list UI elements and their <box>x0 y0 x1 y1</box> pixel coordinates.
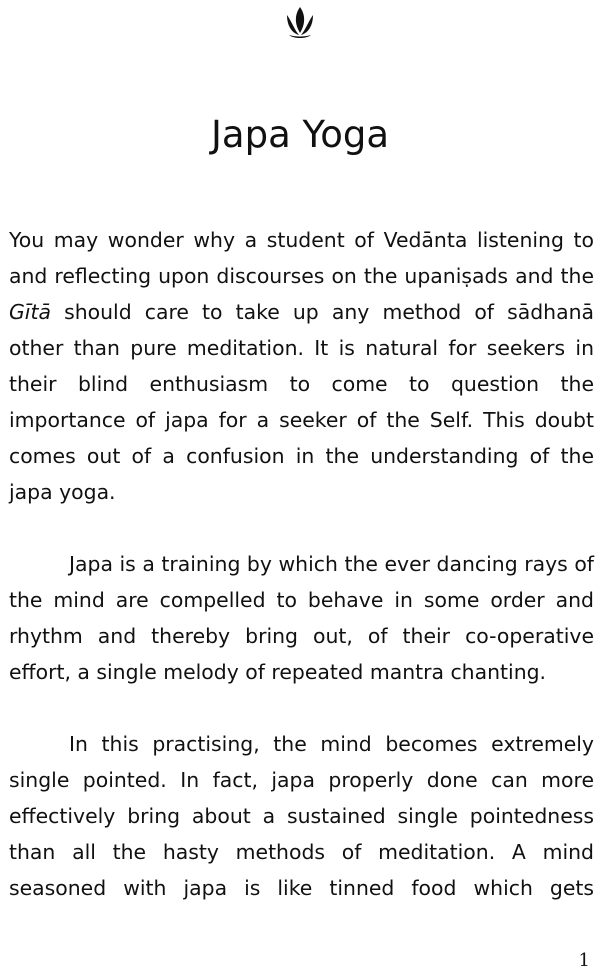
paragraph-2: Japa is a training by which the ever dancing rays of the mind are compelled to behave in some order and rhythm and thereby bring out, of their co-operative effort, a single melody of repeated mantra chanting. <box>9 552 594 684</box>
page-number: 1 <box>578 950 590 971</box>
paragraph-3: In this practising, the mind becomes extremely single pointed. In fact, japa properly done can more effectively bring about a sustained single pointedness than all the hasty methods of meditation. A mind seasoned with japa is like tinned food which gets <box>9 732 594 900</box>
chapter-body <box>9 222 594 906</box>
lotus-icon <box>283 4 317 40</box>
chapter-title: Japa Yoga <box>211 113 389 156</box>
paragraph-1: You may wonder why a student of Vedānta listening to and reflecting upon discourses on the upaniṣads and the Gītā should care to take up any method of sādhanā other than pure meditation. It is natural for seekers in their blind enthusiasm to come to question the importance of japa for a seeker of the Self. This doubt comes out of a confusion in the understanding of the japa yoga. <box>9 228 594 504</box>
gita-emphasis: Gītā <box>9 300 51 324</box>
